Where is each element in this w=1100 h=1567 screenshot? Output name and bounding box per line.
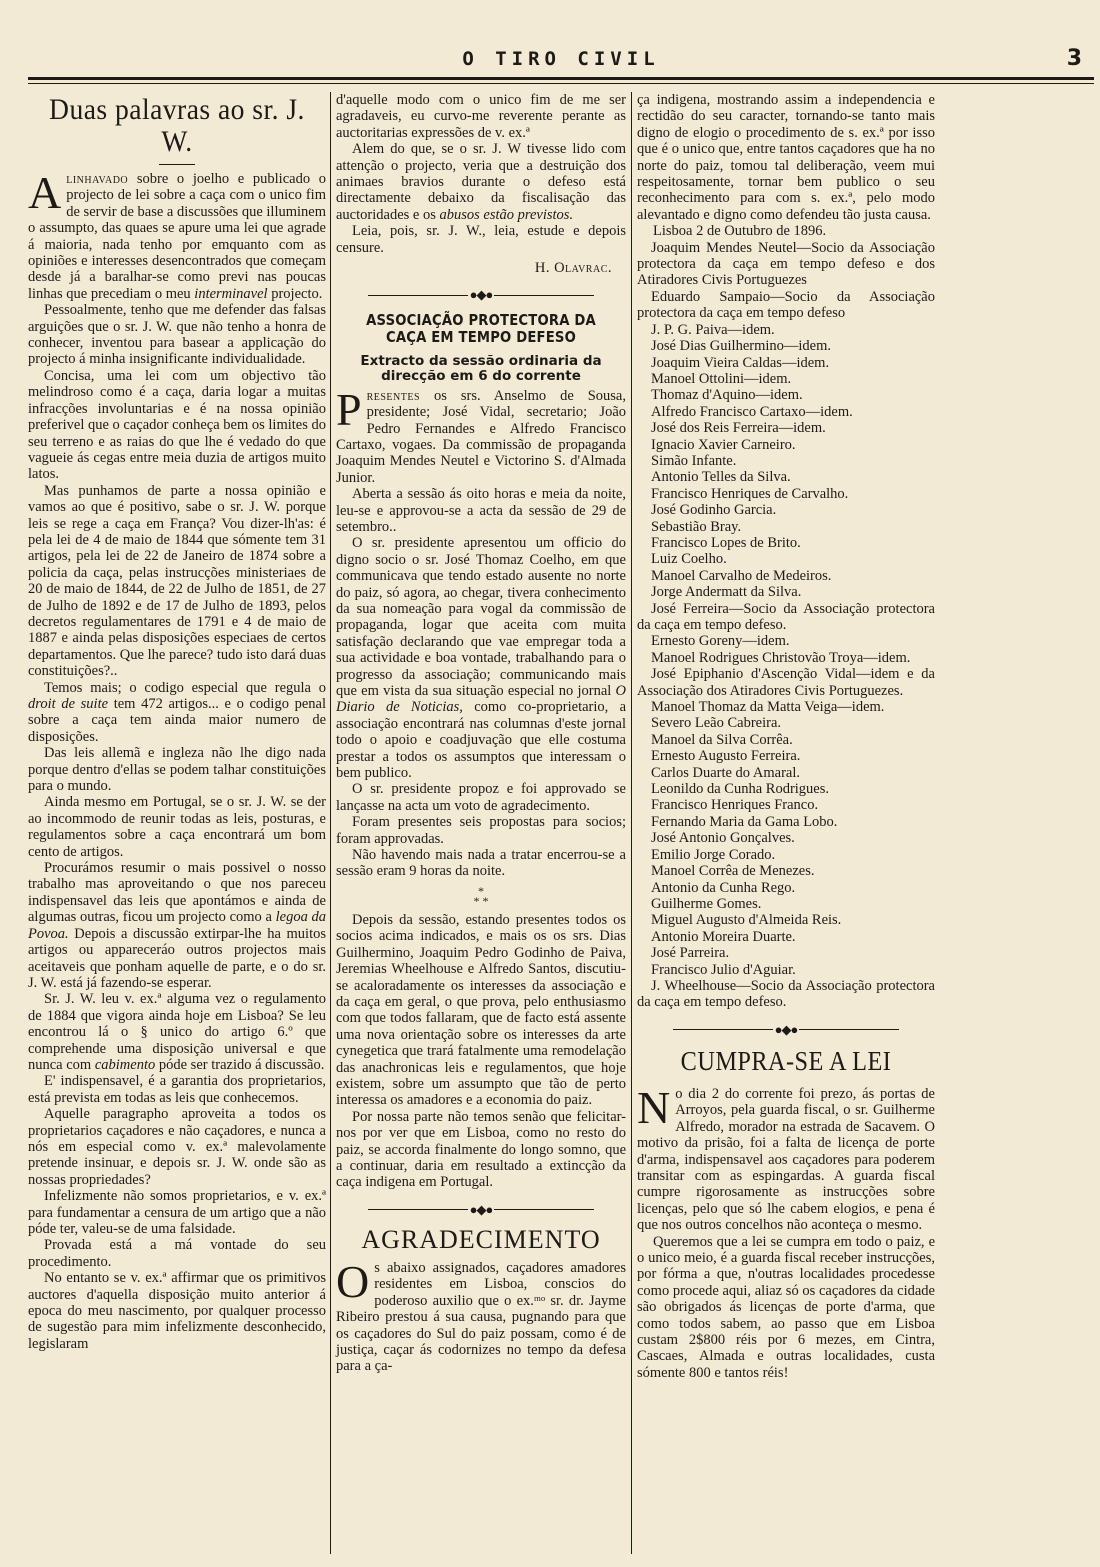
header-rule [28, 77, 1094, 80]
signatory: Miguel Augusto d'Almeida Reis. [651, 912, 842, 929]
paragraph: Mas punhamos de parte a nossa opinião e vamos ao que é positivo, sabe o sr. J. W. porque leis se rege a caça em França? Vou dizer-lh'as: é pela lei de 4 de maio de 1844 que sómente tem 31 artigos, pela lei de 22 de Janeiro de 1874 sobre a policia da caça, pelas instrucções ministeriaes de 20 de maio de 1844, de 22 de Julho de 1851, de 27 de Julho de 1892 e de 17 de Julho de 1893, pelos decretos regulamentares de 1791 e 4 de maio de 1887 e ainda pelas disposições especiaes de certos departamentos. Que lhe parece? tudo isto dará duas constituições?.. [28, 482, 326, 680]
paragraph: ça indigena, mostrando assim a independencia e rectidão do seu caracter, tornando-se tanto mais digno de elogio o procedimento de s. ex.ª por isso que é o unico que, entre tantos caçadores que ha no norte do paiz, tomou tal deliberação, veem mui respeitosamente, tornar bem publico o seu reconhecimento para com s. ex.ª, pelo modo alevantado e digno como defendeu tão justa causa. [637, 92, 935, 223]
column-divider [631, 92, 632, 1554]
paragraph: Leia, pois, sr. J. W., leia, estude e depois censure. [336, 223, 626, 256]
dropcap: O [336, 1256, 370, 1307]
signatory: Antonio Telles da Silva. [651, 469, 791, 486]
paragraph: Concisa, uma lei com um objectivo tão melindroso como é a caça, daria logar a muitas infracções involuntarias e é na nossa opinião preferivel que o caçador conheça bem os limites do seu terreno e as raias do que lhe é vedado do que vagueie ás cegas entre meia duzia de artigos muito latos. [28, 367, 326, 483]
signatory: Carlos Duarte do Amaral. [651, 764, 800, 781]
column-1 [28, 92, 326, 1352]
section-ornament: ●◆● [637, 1021, 935, 1038]
signatory: Ernesto Augusto Ferreira. [651, 748, 801, 765]
paragraph: Presentes os srs. Anselmo de Sousa, presidente; José Vidal, secretario; João Pedro Fernandes e Alfredo Francisco Cartaxo, vogaes. Da commissão de propaganda Joaquim Mendes Neutel e Victorino S. d'Almada Junior. [336, 383, 626, 486]
article-subtitle: Extracto da sessão ordinaria da direcção em 6 do corrente [360, 352, 602, 384]
asterism: * * * [473, 883, 489, 908]
dropcap: A [28, 167, 62, 218]
article-title: CUMPRA-SE A LEI [680, 1045, 892, 1076]
paragraph: Provada está a má vontade do seu procedimento. [28, 1237, 326, 1270]
paragraph: Das leis allemã e ingleza não lhe digo nada porque dentro d'ellas se podem talhar constituições para o mundo. [28, 745, 326, 795]
header-rule-thin [28, 83, 1094, 84]
signatory: Antonio Moreira Duarte. [651, 928, 796, 945]
column-2 [336, 92, 626, 1375]
signatory: Joaquim Mendes Neutel—Socio da Associação protectora da caça em tempo defeso e dos Atiradores Civis Portuguezes [637, 239, 935, 289]
signatory: Manoel da Silva Corrêa. [651, 731, 793, 748]
paragraph: Foram presentes seis propostas para socios; foram approvadas. [336, 814, 626, 847]
signatory: Alfredo Francisco Cartaxo—idem. [651, 403, 853, 420]
signatory: Thomaz d'Aquino—idem. [651, 387, 803, 404]
signatory: Severo Leão Cabreira. [651, 715, 782, 732]
signatory: J. Wheelhouse—Socio da Associação protectora da caça em tempo defeso. [637, 977, 935, 1011]
signatory: Ernesto Goreny—idem. [651, 633, 790, 650]
signatory: Francisco Henriques de Carvalho. [651, 485, 849, 502]
signatory: José Ferreira—Socio da Associação protectora da caça em tempo defeso. [637, 600, 935, 633]
paragraph: O sr. presidente apresentou um officio do digno socio o sr. José Thomaz Coelho, em que communicava que tendo estado ausente no norte do paiz, só agora, ao chegar, tivera conhecimento da sua nomeação para vogal da commissão de propaganda, logar que aceita com muita satisfação declarando que vae empregar toda a sua actividade e boa vontade, trabalhando para o progresso da associação; communicando mais que em vista da sua situação especial no jornal O Diario de Noticias, como co-proprietario, a associação encontrará nas columnas d'este jornal todo o apoio e coadjuvação que elle costuma prestar a todos os assumptos que interessam o bem publico. [336, 535, 627, 782]
signatory: Guilherme Gomes. [651, 895, 762, 912]
paragraph: Ainda mesmo em Portugal, se o sr. J. W. se der ao incommodo de reunir todas as leis, posturas, e regulamentos sobre a caça encontrará um bom cento de artigos. [28, 794, 326, 860]
signatory: José Godinho Garcia. [651, 502, 777, 519]
paragraph: Aquelle paragrapho aproveita a todos os proprietarios caçadores e não caçadores, e nunca a nós em especial como v. ex.ª malevolamente pretende insinuar, e depois sr. J. W. onde são as nossas propriedades? [28, 1106, 326, 1188]
newspaper-title: O TIRO CIVIL [462, 48, 660, 70]
signatory: Manoel Corrêa de Menezes. [651, 863, 815, 880]
column-3 [637, 92, 935, 1381]
paragraph: Os abaixo assignados, caçadores amadores residentes em Lisboa, conscios do poderoso auxilio que o ex.ᵐᵒ sr. dr. Jayme Ribeiro prestou á sua causa, pugnando para que os caçadores do Sul do paiz possam, como é de justiça, caçar ás codornizes no tempo da defesa para a ça- [336, 1256, 626, 1375]
signatory: Simão Infante. [651, 452, 737, 469]
signatory: José Antonio Gonçalves. [651, 830, 795, 847]
paragraph: E' indispensavel, é a garantia dos proprietarios, está prevista em todas as leis que conhecemos. [28, 1073, 326, 1106]
signatory: José Parreira. [651, 945, 730, 962]
paragraph: Não havendo mais nada a tratar encerrou-se a sessão eram 9 horas da noite. [336, 847, 626, 880]
column-divider [330, 92, 331, 1554]
paragraph: No dia 2 do corrente foi prezo, ás portas de Arroyos, pela guarda fiscal, o sr. Guilherme Alfredo, morador na estrada de Sacavem. O motivo da prisão, foi a falta de licença de porte d'arma, indispensavel aos caçadores para poderem transitar com as espingardas. A guarda fiscal cumpre rigorosamente as instrucções sobre licenças, pelo que só lhe cabem elogios, e pena é que nos outros concelhos não aconteça o mesmo. [637, 1081, 935, 1234]
signatory: José dos Reis Ferreira—idem. [651, 420, 826, 437]
signatory: Manoel Thomaz da Matta Veiga—idem. [651, 699, 885, 716]
page-number: 3 [1066, 46, 1082, 71]
paragraph: Queremos que a lei se cumpra em todo o paiz, e o unico meio, é a guarda fiscal receber instrucções, por fórma a que, n'outras localidades procedesse como procede aqui, aliaz só os caçadores da cidade são obrigados ás licenças de porte d'arma, que como todos sabem, ao passo que em Lisboa custam 2$800 réis por 6 mezes, em Cintra, Cascaes, Almada e outras localidades, custa sómente 800 e tantos réis! [637, 1233, 935, 1381]
signatory: Francisco Lopes de Brito. [651, 534, 801, 551]
signatory: Emilio Jorge Corado. [651, 846, 776, 863]
signatory: Sebastião Bray. [651, 518, 742, 535]
paragraph: O sr. presidente propoz e foi approvado se lançasse na acta um voto de agradecimento. [336, 781, 626, 814]
signatory: Francisco Julio d'Aguiar. [651, 961, 796, 978]
signatory: J. P. G. Paiva—idem. [651, 321, 775, 338]
paragraph: Alem do que, se o sr. J. W tivesse lido com attenção o projecto, veria que a destruição dos animaes bravios durante o defeso está directamente debaixo da fiscalisação das auctoridades e os abusos estão previstos. [336, 141, 626, 223]
paragraph: Procurámos resumir o mais possivel o nosso trabalho mas aproveitando o que nos pareceu indispensavel das leis que apontámos e ainda de algumas outras, ficou um projecto como a legoa da Povoa. Depois a discussão extirpar-lhe ha muitos artigos ou appareceráo outros projectos mais aceitaveis que ponham aquelle de parte, e o do sr. J. W. está já fazendo-se esperar. [28, 860, 326, 991]
masthead [28, 48, 1094, 74]
signatory: Jorge Andermatt da Silva. [651, 584, 802, 601]
section-ornament: ●◆● [336, 1201, 626, 1218]
paragraph: Temos mais; o codigo especial que regula o droit de suite tem 472 artigos... e o codigo penal sobre a caça tem ainda maior numero de disposições. [28, 679, 327, 745]
paragraph: Infelizmente não somos proprietarios, e v. ex.ª para fundamentar a censura de um artigo que a não póde ter, valeu-se de uma falsidade. [28, 1188, 326, 1237]
article-title: AGRADECIMENTO [361, 1225, 601, 1254]
signatory: Ignacio Xavier Carneiro. [651, 436, 796, 453]
article-title: Duas palavras ao sr. J. W. [49, 93, 305, 158]
signatory: Joaquim Vieira Caldas—idem. [651, 354, 830, 371]
signatory-list [637, 240, 935, 1011]
signatory: Francisco Henriques Franco. [651, 797, 819, 814]
signature: H. Olavrac. [534, 260, 612, 277]
section-ornament: ●◆● [336, 286, 626, 303]
signatory: Manoel Carvalho de Medeiros. [651, 567, 832, 584]
signatory: José Epiphanio d'Ascenção Vidal—idem e da Associação dos Atiradores Civis Portuguezes. [637, 666, 935, 699]
article-title: ASSOCIAÇÃO PROTECTORA DA CAÇA EM TEMPO DEFESO [366, 310, 596, 346]
signatory: Antonio da Cunha Rego. [651, 879, 796, 896]
title-rule [159, 164, 195, 165]
signatory: Fernando Maria da Gama Lobo. [651, 813, 838, 830]
paragraph: Sr. J. W. leu v. ex.ª alguma vez o regulamento de 1884 que vigora ainda hoje em Lisboa? Se leu encontrou lá o § unico do artigo 6.º que comprehende uma disposição universal e que nunca com cabimento póde ser trazido á discussão. [28, 991, 326, 1073]
signatory: Leonildo da Cunha Rodrigues. [651, 781, 830, 798]
signatory: Manoel Ottolini—idem. [651, 370, 792, 387]
dateline: Lisboa 2 de Outubro de 1896. [653, 223, 827, 240]
paragraph: Aberta a sessão ás oito horas e meia da noite, leu-se e approvou-se a acta da sessão de 29 de setembro.. [336, 486, 626, 535]
paragraph: Por nossa parte não temos senão que felicitar-nos por ver que em Lisboa, como no resto do paiz, se accorda finalmente do longo somno, que a continuar, daria em resultado a extincção da caça indigena em Portugal. [336, 1108, 626, 1191]
dropcap: P [336, 383, 362, 435]
paragraph: Alinhavado sobre o joelho e publicado o projecto de lei sobre a caça com o unico fim de servir de base a discussões que illuminem o assumpto, das quaes se apure uma lei que agrade á maioria, nada tenho por emquanto com as opiniões e interesses desencontrados que começam desde já a baralhar-se como previ nas poucas linhas que precediam o meu interminavel projecto. [28, 167, 327, 302]
paragraph: No entanto se v. ex.ª affirmar que os primitivos auctores d'aquella disposição muito anterior á epoca do meu nascimento, por qualquer processo de sugestão para mim infelizmente desconhecido, legislaram [28, 1270, 326, 1352]
signatory: Luiz Coelho. [651, 551, 727, 568]
signatory: Eduardo Sampaio—Socio da Associação protectora da caça em tempo defeso [637, 288, 935, 322]
dropcap: N [637, 1081, 671, 1133]
paragraph: d'aquelle modo com o unico fim de me ser agradaveis, eu curvo-me reverente perante as auctoritarias expressões de v. ex.ª [336, 92, 626, 141]
paragraph: Pessoalmente, tenho que me defender das falsas arguições que o sr. J. W. que não tenho a honra de conhecer, inventou para basear a applicação do projecto á minha insignificante individualidade. [28, 302, 326, 368]
signatory: José Dias Guilhermino—idem. [651, 338, 832, 355]
signatory: Manoel Rodrigues Christovão Troya—idem. [651, 649, 911, 666]
paragraph: Depois da sessão, estando presentes todos os socios acima indicados, e mais os os srs. Dias Guilhermino, Joaquim Pedro Godinho de Paiva, Jeremias Wheelhouse e Alfredo Santos, discutiu-se acaloradamente os interesses da associação e da caça em geral, o que prova, pelo enthusiasmo com que todos fallaram, que de facto está assente uma nova orientação sobre os interesses da arte cynegetica que trará fatalmente uma remodelação das anachronicas leis e regulamentos, que hoje existem, sobre um assumpto que tão de perto interessa os amadores e a economia do paiz. [336, 911, 626, 1109]
